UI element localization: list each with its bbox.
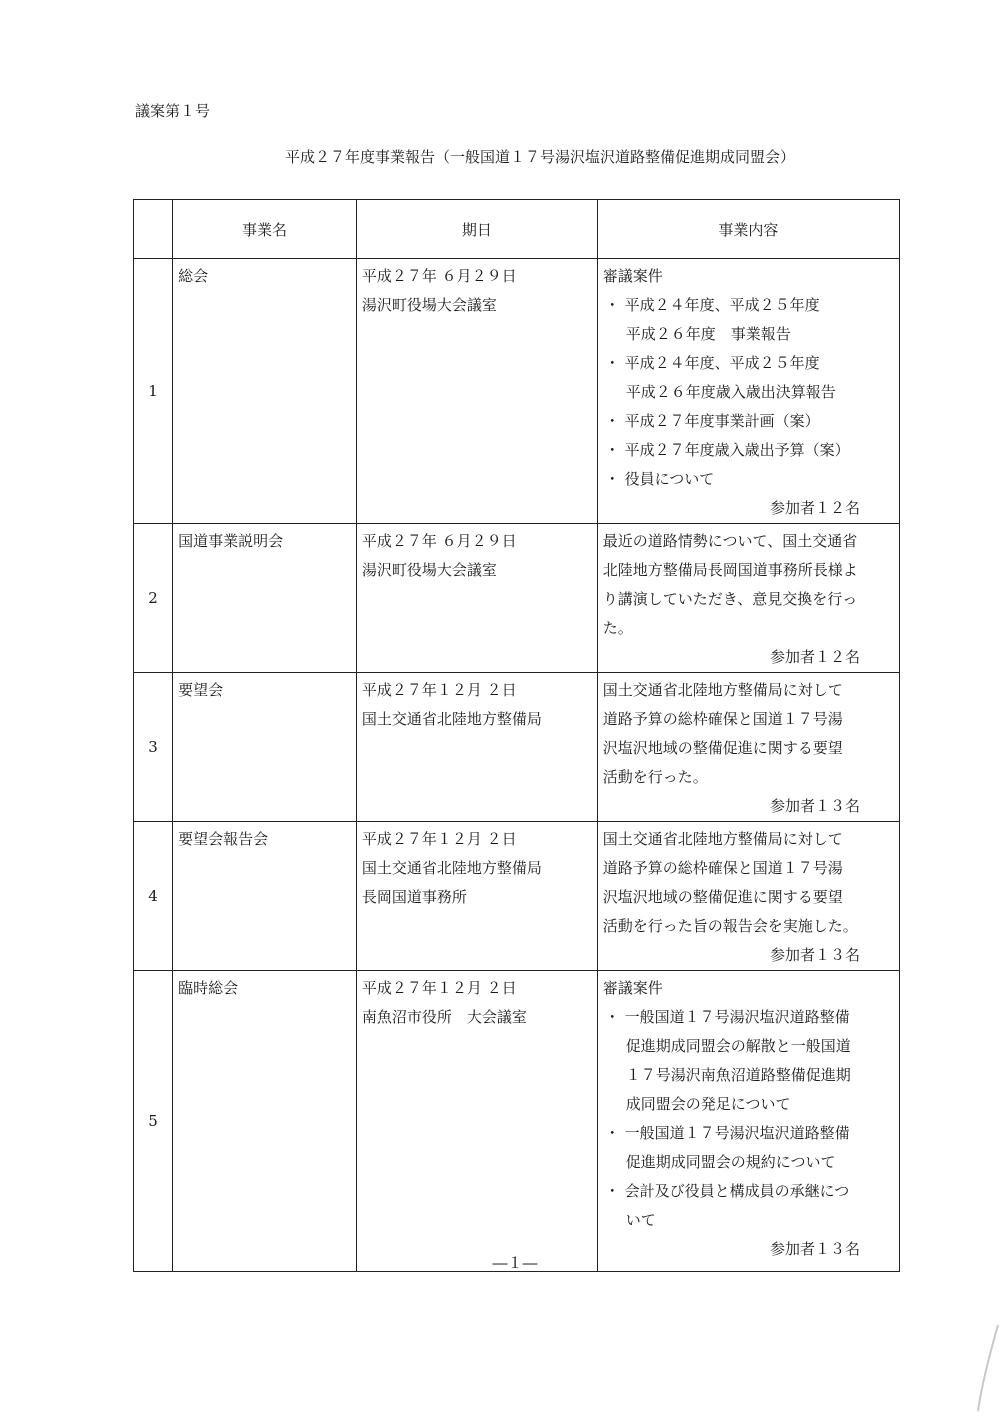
date-cell: [356, 822, 597, 971]
attendee-count: 参加者１３名: [769, 797, 860, 815]
attendee-count: 参加者１３名: [769, 946, 860, 964]
business-name: 要望会報告会: [178, 830, 269, 848]
content-line: 審議案件: [602, 267, 663, 285]
date-cell: [356, 971, 597, 1272]
content-cell: [597, 673, 899, 822]
business-report-table: [133, 199, 900, 1272]
paper-edge-mark: [960, 1323, 1000, 1413]
table-header-row: [134, 200, 900, 259]
agenda-item: ・ 一般国道１７号湯沢塩沢道路整備: [603, 1119, 894, 1148]
event-venue: 湯沢町役場大会議室: [361, 296, 497, 314]
agenda-item: ・ 平成２７年度事業計画（案）: [603, 407, 894, 436]
event-date: 平成２７年 ６月２９日: [361, 532, 517, 550]
business-name-cell: [173, 673, 357, 822]
date-cell: [356, 673, 597, 822]
business-name: 国道事業説明会: [178, 532, 284, 550]
business-name-cell: [173, 971, 357, 1272]
attendee-count: 参加者１２名: [769, 648, 860, 666]
header-number: [134, 200, 173, 259]
content-line: 活動を行った。: [602, 768, 708, 786]
business-name-cell: [173, 259, 357, 524]
agenda-item: ・ 平成２７年度歳入歳出予算（案）: [603, 436, 894, 465]
agenda-label: 議案第１号: [135, 102, 211, 120]
content-line: 成同盟会の発足について: [625, 1095, 791, 1113]
row-number: 4: [134, 822, 173, 971]
row-number: 1: [134, 259, 173, 524]
content-cell: [597, 259, 899, 524]
content-line: 平成２６年度歳入歳出決算報告: [625, 383, 836, 401]
content-line: 沢塩沢地域の整備促進に関する要望: [602, 739, 843, 757]
table-body: [134, 259, 900, 1272]
row-number: 5: [134, 971, 173, 1272]
table-row: [134, 822, 900, 971]
event-date: 平成２７年１２月 ２日: [361, 979, 517, 997]
event-venue: 国土交通省北陸地方整備局: [361, 710, 542, 728]
table-row: [134, 524, 900, 673]
header-business-content: 事業内容: [597, 200, 899, 259]
table-row: [134, 673, 900, 822]
content-line: 平成２６年度 事業報告: [625, 325, 791, 343]
row-number: 2: [134, 524, 173, 673]
agenda-item: ・ 一般国道１７号湯沢塩沢道路整備: [603, 1003, 894, 1032]
event-venue: 長岡国道事務所: [361, 888, 467, 906]
event-date: 平成２７年１２月 ２日: [361, 830, 517, 848]
header-business-name: 事業名: [173, 200, 357, 259]
attendee-count: 参加者１３名: [769, 1240, 860, 1258]
content-line: 沢塩沢地域の整備促進に関する要望: [602, 888, 843, 906]
content-line: 北陸地方整備局長岡国道事務所長様よ: [602, 561, 858, 579]
content-line: 促進期成同盟会の規約について: [625, 1153, 836, 1171]
content-line: 国土交通省北陸地方整備局に対して: [602, 681, 843, 699]
event-date: 平成２７年 ６月２９日: [361, 267, 517, 285]
content-cell: [597, 524, 899, 673]
content-line: 活動を行った旨の報告会を実施した。: [602, 917, 858, 935]
event-venue: 国土交通省北陸地方整備局: [361, 859, 542, 877]
content-line: り講演していただき、意見交換を行っ: [602, 590, 858, 608]
event-venue: 南魚沼市役所 大会議室: [361, 1008, 527, 1026]
table-row: [134, 971, 900, 1272]
content-line: 最近の道路情勢について、国土交通省: [602, 532, 858, 550]
content-cell: [597, 971, 899, 1272]
report-title: 平成２７年度事業報告（一般国道１７号湯沢塩沢道路整備促進期成同盟会）: [284, 148, 795, 166]
event-venue: 湯沢町役場大会議室: [361, 561, 497, 579]
content-line: た。: [602, 619, 633, 637]
content-line: １７号湯沢南魚沼道路整備促進期: [625, 1066, 851, 1084]
page-number: ―１―: [492, 1254, 538, 1272]
content-line: 国土交通省北陸地方整備局に対して: [602, 830, 843, 848]
content-line: 道路予算の総枠確保と国道１７号湯: [602, 859, 843, 877]
content-line: 道路予算の総枠確保と国道１７号湯: [602, 710, 843, 728]
business-name-cell: [173, 524, 357, 673]
agenda-item: ・ 平成２４年度、平成２５年度: [603, 349, 894, 378]
content-cell: [597, 822, 899, 971]
content-line: 促進期成同盟会の解散と一般国道: [625, 1037, 851, 1055]
row-number: 3: [134, 673, 173, 822]
table-row: [134, 259, 900, 524]
business-name-cell: [173, 822, 357, 971]
agenda-item: ・ 役員について: [603, 465, 894, 494]
business-name: 要望会: [178, 681, 224, 699]
attendee-count: 参加者１２名: [769, 499, 860, 517]
agenda-item: ・ 会計及び役員と構成員の承継につ: [603, 1177, 894, 1206]
content-line: いて: [625, 1211, 656, 1229]
agenda-item: ・ 平成２４年度、平成２５年度: [603, 291, 894, 320]
content-line: 審議案件: [602, 979, 663, 997]
business-name: 総会: [178, 267, 209, 285]
event-date: 平成２７年１２月 ２日: [361, 681, 517, 699]
business-name: 臨時総会: [178, 979, 239, 997]
date-cell: [356, 524, 597, 673]
date-cell: [356, 259, 597, 524]
header-date: 期日: [356, 200, 597, 259]
